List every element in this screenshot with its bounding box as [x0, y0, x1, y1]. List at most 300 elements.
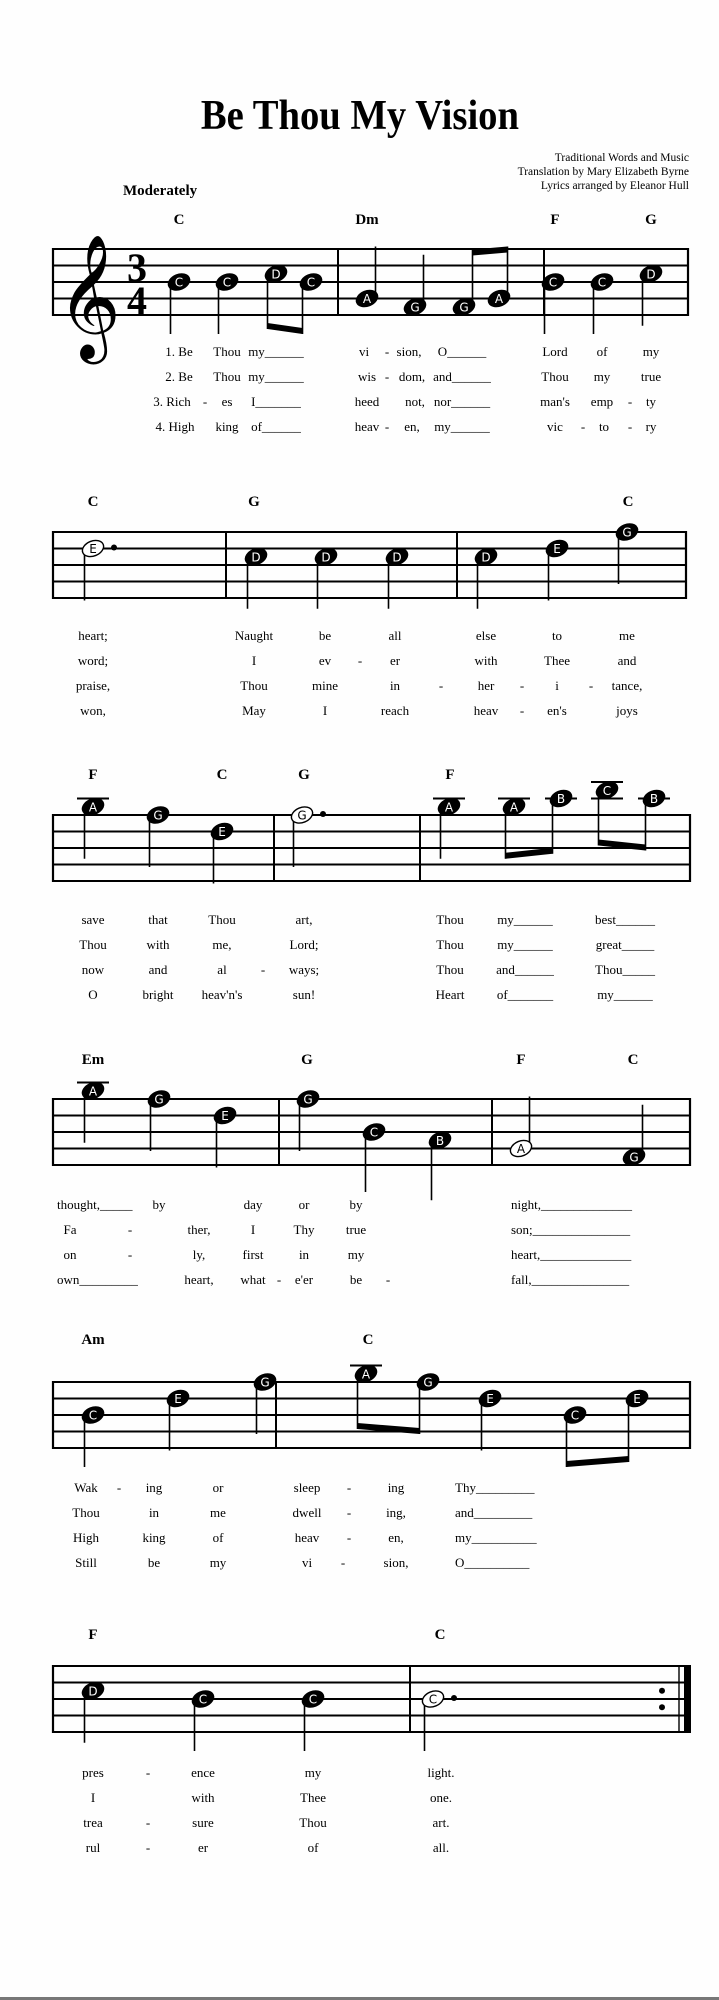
- lyric-syllable: ev: [318, 653, 332, 668]
- note-letter: C: [570, 1408, 580, 1423]
- lyric-syllable: -: [384, 344, 390, 359]
- note-letter: G: [410, 300, 420, 315]
- final-barline: [684, 1665, 691, 1733]
- lyric-syllable: night,______________: [511, 1197, 632, 1212]
- note-B: [545, 787, 577, 809]
- lyric-syllable: ways;: [288, 962, 320, 977]
- note-C: [589, 271, 615, 334]
- note-A: [354, 247, 380, 310]
- lyric-syllable: ry: [645, 419, 657, 434]
- lyric-syllable: great_____: [595, 937, 655, 952]
- lyric-syllable: and_________: [455, 1505, 533, 1520]
- lyric-syllable: Wak: [74, 1480, 98, 1495]
- note-letter: A: [509, 800, 519, 815]
- beam: [567, 1456, 629, 1467]
- note-letter: B: [435, 1133, 445, 1148]
- staff: [0, 1320, 719, 1580]
- note-letter: G: [629, 1150, 639, 1165]
- lyric-syllable: true: [345, 1222, 367, 1237]
- lyric-syllable: Thee: [544, 653, 570, 668]
- lyric-syllable: High: [73, 1530, 99, 1545]
- music-system: [0, 1040, 719, 1300]
- lyric-syllable: -: [116, 1480, 122, 1495]
- lyric-syllable: sun!: [292, 987, 316, 1002]
- note-D: [638, 263, 664, 326]
- lyric-syllable: my______: [248, 369, 304, 384]
- note-letter: E: [221, 1109, 229, 1123]
- lyric-syllable: ing: [145, 1480, 163, 1495]
- lyric-syllable: -: [346, 1505, 352, 1520]
- lyric-syllable: wis: [357, 369, 377, 384]
- lyric-syllable: -: [438, 678, 444, 693]
- note-letter: D: [481, 550, 491, 565]
- lyric-syllable: al: [217, 962, 227, 977]
- lyric-syllable: my: [304, 1765, 322, 1780]
- lyric-syllable: my__________: [455, 1530, 537, 1545]
- lyric-syllable: now: [81, 962, 105, 977]
- lyric-syllable: with: [474, 653, 498, 668]
- lyric-syllable: and______: [496, 962, 554, 977]
- beam: [506, 848, 553, 859]
- note-D: [243, 546, 269, 609]
- note-letter: A: [88, 1084, 98, 1099]
- music-system: [0, 200, 719, 460]
- lyric-syllable: i: [555, 678, 559, 693]
- chord-symbol: C: [216, 767, 228, 783]
- chord-symbol: G: [248, 494, 260, 510]
- lyric-syllable: 3. Rich: [153, 394, 191, 409]
- lyric-syllable: praise,: [75, 678, 111, 693]
- chord-symbol: Am: [81, 1332, 105, 1348]
- lyric-syllable: Still: [75, 1555, 97, 1570]
- lyric-syllable: 2. Be: [165, 369, 193, 384]
- lyric-syllable: to: [598, 419, 610, 434]
- note-E: [80, 537, 117, 600]
- lyric-syllable: me,: [212, 937, 232, 952]
- lyric-syllable: my: [642, 344, 660, 359]
- lyric-syllable: ing,: [386, 1505, 406, 1520]
- chord-symbol: G: [301, 1052, 313, 1068]
- lyric-syllable: -: [627, 394, 633, 409]
- note-C: [80, 1404, 106, 1467]
- note-C: [166, 271, 192, 334]
- lyric-syllable: O__________: [455, 1555, 530, 1570]
- lyric-syllable: my______: [597, 987, 653, 1002]
- lyric-syllable: -: [145, 1815, 151, 1830]
- lyric-syllable: Thy_________: [455, 1480, 535, 1495]
- lyric-syllable: -: [384, 369, 390, 384]
- note-C: [214, 271, 240, 334]
- dot: [451, 1695, 457, 1701]
- lyric-syllable: -: [357, 653, 363, 668]
- note-D: [80, 1680, 106, 1743]
- credit-line: Traditional Words and Music: [554, 152, 689, 164]
- lyric-syllable: word;: [77, 653, 109, 668]
- chord-symbol: Dm: [355, 212, 379, 228]
- lyric-syllable: -: [260, 962, 266, 977]
- lyric-syllable: art,: [295, 912, 313, 927]
- note-letter: A: [516, 1142, 526, 1156]
- note-A: [77, 1080, 109, 1143]
- note-G: [145, 804, 171, 867]
- credit-line: Translation by Mary Elizabeth Byrne: [517, 166, 689, 178]
- note-C: [420, 1688, 457, 1751]
- lyric-syllable: -: [519, 678, 525, 693]
- lyric-syllable: -: [519, 703, 525, 718]
- note-E: [165, 1387, 191, 1450]
- lyric-syllable: heart;: [78, 628, 108, 643]
- repeat-dot: [659, 1704, 665, 1710]
- lyric-syllable: or: [212, 1480, 224, 1495]
- note-C: [361, 1121, 387, 1192]
- note-letter: G: [459, 300, 469, 315]
- lyric-syllable: Thou: [436, 937, 464, 952]
- chord-symbol: C: [622, 494, 634, 510]
- lyric-syllable: of: [307, 1840, 319, 1855]
- lyric-syllable: be: [349, 1272, 363, 1287]
- lyric-syllable: and______: [433, 369, 491, 384]
- lyric-syllable: heav'n's: [201, 987, 243, 1002]
- lyric-syllable: not,: [405, 394, 425, 409]
- credits: [518, 151, 689, 193]
- music-system: [0, 482, 719, 742]
- chord-symbol: F: [550, 212, 560, 228]
- note-letter: C: [369, 1125, 379, 1140]
- lyric-syllable: one.: [429, 1790, 453, 1805]
- lyric-syllable: -: [127, 1247, 133, 1262]
- lyric-syllable: es: [221, 394, 233, 409]
- note-G: [621, 1105, 647, 1168]
- lyric-syllable: dom,: [398, 369, 426, 384]
- note-letter: C: [602, 783, 612, 798]
- lyric-syllable: e'er: [294, 1272, 314, 1287]
- lyric-syllable: I_______: [251, 394, 301, 409]
- lyric-syllable: Thou: [541, 369, 569, 384]
- lyric-syllable: sion,: [396, 344, 422, 359]
- lyric-syllable: rul: [85, 1840, 101, 1855]
- lyric-syllable: my: [347, 1247, 365, 1262]
- note-letter: C: [198, 1692, 208, 1707]
- music-system: [0, 1615, 719, 1875]
- lyric-syllable: O: [88, 987, 98, 1002]
- note-letter: D: [251, 550, 261, 565]
- lyric-syllable: Thou: [213, 369, 241, 384]
- lyric-syllable: en,: [404, 419, 420, 434]
- note-G: [295, 1088, 321, 1151]
- lyric-syllable: that: [148, 912, 168, 927]
- note-letter: E: [486, 1392, 494, 1406]
- note-G: [146, 1088, 172, 1151]
- treble-clef-icon: 𝄞: [57, 234, 121, 359]
- lyric-syllable: with: [191, 1790, 215, 1805]
- lyric-syllable: thought,_____: [57, 1197, 133, 1212]
- chord-symbol: C: [434, 1627, 446, 1643]
- note-letter: E: [174, 1392, 182, 1406]
- lyric-syllable: and: [617, 653, 637, 668]
- chord-symbol: G: [645, 212, 657, 228]
- lyric-syllable: -: [340, 1555, 346, 1570]
- note-letter: A: [362, 292, 372, 306]
- lyric-syllable: what: [240, 1272, 266, 1287]
- note-D: [313, 546, 339, 609]
- lyric-syllable: tance,: [611, 678, 643, 693]
- note-A: [77, 796, 109, 859]
- chord-symbol: G: [298, 767, 310, 783]
- dot: [111, 545, 117, 551]
- lyric-syllable: heav: [294, 1530, 320, 1545]
- note-letter: G: [154, 1092, 164, 1107]
- note-D: [384, 546, 410, 609]
- lyric-syllable: sure: [192, 1815, 214, 1830]
- lyric-syllable: man's: [540, 394, 570, 409]
- lyric-syllable: heav: [354, 419, 380, 434]
- lyric-syllable: ence: [191, 1765, 215, 1780]
- lyric-syllable: vi: [301, 1555, 313, 1570]
- lyric-syllable: dwell: [292, 1505, 322, 1520]
- lyric-syllable: er: [197, 1840, 209, 1855]
- note-letter: C: [428, 1692, 438, 1707]
- lyric-syllable: be: [318, 628, 332, 643]
- note-letter: D: [321, 550, 331, 565]
- note-letter: E: [89, 542, 97, 556]
- lyric-syllable: -: [276, 1272, 282, 1287]
- lyric-syllable: own_________: [57, 1272, 138, 1287]
- lyric-syllable: May: [242, 703, 266, 718]
- chord-symbol: C: [362, 1332, 374, 1348]
- lyric-syllable: Heart: [435, 987, 465, 1002]
- lyric-syllable: I: [251, 653, 257, 668]
- lyric-syllable: -: [202, 394, 208, 409]
- note-letter: D: [392, 550, 402, 565]
- note-A: [508, 1097, 534, 1160]
- note-letter: G: [423, 1375, 433, 1390]
- lyric-syllable: her: [477, 678, 495, 693]
- lyric-syllable: all: [388, 628, 402, 643]
- staff: [0, 482, 719, 742]
- lyric-syllable: my: [593, 369, 611, 384]
- note-letter: C: [222, 275, 232, 290]
- note-G: [252, 1371, 278, 1434]
- note-letter: C: [306, 275, 316, 290]
- lyric-syllable: Thee: [300, 1790, 326, 1805]
- dot: [320, 811, 326, 817]
- note-letter: A: [88, 800, 98, 815]
- note-C: [190, 1688, 216, 1751]
- lyric-syllable: Thou: [72, 1505, 100, 1520]
- lyric-syllable: Thy: [293, 1222, 315, 1237]
- lyric-syllable: won,: [80, 703, 106, 718]
- lyric-syllable: reach: [380, 703, 410, 718]
- lyric-syllable: heart,______________: [511, 1247, 632, 1262]
- lyric-syllable: en's: [547, 703, 567, 718]
- chord-symbol: F: [88, 767, 98, 783]
- lyric-syllable: and: [148, 962, 168, 977]
- repeat-dot: [659, 1688, 665, 1694]
- lyric-syllable: Lord: [542, 344, 568, 359]
- lyric-syllable: king: [215, 419, 239, 434]
- note-letter: E: [633, 1392, 641, 1406]
- lyric-syllable: Thou_____: [595, 962, 655, 977]
- music-system: [0, 755, 719, 1015]
- lyric-syllable: -: [384, 419, 390, 434]
- lyric-syllable: -: [580, 419, 586, 434]
- staff: [0, 1615, 719, 1875]
- lyric-syllable: of: [212, 1530, 224, 1545]
- lyric-syllable: ly,: [192, 1247, 206, 1262]
- note-letter: E: [553, 542, 561, 556]
- lyric-syllable: my______: [497, 937, 553, 952]
- lyric-syllable: or: [298, 1197, 310, 1212]
- note-letter: C: [548, 275, 558, 290]
- lyric-syllable: ty: [645, 394, 657, 409]
- note-letter: E: [218, 825, 226, 839]
- lyric-syllable: my______: [248, 344, 304, 359]
- lyric-syllable: my______: [434, 419, 490, 434]
- music-system: [0, 1320, 719, 1580]
- lyric-syllable: Thou: [208, 912, 236, 927]
- lyric-syllable: of______: [251, 419, 301, 434]
- note-letter: C: [597, 275, 607, 290]
- lyric-syllable: Thou: [436, 912, 464, 927]
- note-letter: C: [308, 1692, 318, 1707]
- lyric-syllable: heav: [473, 703, 499, 718]
- lyric-syllable: I: [322, 703, 328, 718]
- lyric-syllable: ther,: [187, 1222, 211, 1237]
- lyric-syllable: in: [298, 1247, 310, 1262]
- lyric-syllable: -: [127, 1222, 133, 1237]
- tempo-marking: Moderately: [123, 183, 198, 199]
- lyric-syllable: my: [209, 1555, 227, 1570]
- note-letter: B: [649, 792, 659, 806]
- lyric-syllable: Thou: [436, 962, 464, 977]
- lyric-syllable: light.: [427, 1765, 455, 1780]
- lyric-syllable: sion,: [383, 1555, 409, 1570]
- note-E: [209, 820, 235, 883]
- note-letter: D: [646, 267, 656, 282]
- lyric-syllable: 4. High: [155, 419, 195, 434]
- note-A: [433, 796, 465, 859]
- note-letter: C: [88, 1408, 98, 1423]
- chord-symbol: F: [445, 767, 455, 783]
- lyric-syllable: trea: [83, 1815, 103, 1830]
- lyric-syllable: all.: [432, 1840, 450, 1855]
- lyric-syllable: pres: [82, 1765, 104, 1780]
- lyric-syllable: of: [596, 344, 608, 359]
- lyric-syllable: with: [146, 937, 170, 952]
- chord-symbol: C: [173, 212, 185, 228]
- note-G: [402, 255, 428, 318]
- lyric-syllable: my______: [497, 912, 553, 927]
- beam: [268, 323, 303, 334]
- lyric-syllable: by: [349, 1197, 363, 1212]
- chord-symbol: F: [88, 1627, 98, 1643]
- lyric-syllable: bright: [142, 987, 174, 1002]
- lyric-syllable: best______: [595, 912, 655, 927]
- lyric-syllable: sleep: [293, 1480, 321, 1495]
- lyric-syllable: -: [346, 1530, 352, 1545]
- lyric-syllable: en,: [388, 1530, 404, 1545]
- note-E: [477, 1387, 503, 1450]
- lyric-syllable: ing: [387, 1480, 405, 1495]
- note-letter: A: [361, 1367, 371, 1382]
- lyric-syllable: day: [243, 1197, 263, 1212]
- lyric-syllable: vic: [547, 419, 563, 434]
- lyric-syllable: else: [475, 628, 497, 643]
- lyric-syllable: Lord;: [289, 937, 319, 952]
- chord-symbol: F: [516, 1052, 526, 1068]
- lyric-syllable: -: [145, 1765, 151, 1780]
- lyric-syllable: son;_______________: [511, 1222, 631, 1237]
- lyric-syllable: Thou: [299, 1815, 327, 1830]
- lyric-syllable: nor______: [433, 394, 491, 409]
- note-letter: A: [494, 292, 504, 306]
- lyric-syllable: Naught: [234, 628, 274, 643]
- lyric-syllable: vi: [358, 344, 370, 359]
- lyric-syllable: me: [619, 628, 635, 643]
- note-letter: B: [556, 792, 566, 806]
- lyric-syllable: save: [81, 912, 105, 927]
- chord-symbol: C: [87, 494, 99, 510]
- lyric-syllable: -: [588, 678, 594, 693]
- lyric-syllable: by: [152, 1197, 166, 1212]
- note-letter: C: [174, 275, 184, 290]
- note-letter: G: [303, 1092, 313, 1107]
- lyric-syllable: -: [385, 1272, 391, 1287]
- lyric-syllable: in: [148, 1505, 160, 1520]
- lyric-syllable: Thou: [213, 344, 241, 359]
- note-letter: D: [271, 267, 281, 282]
- note-B: [638, 787, 670, 809]
- lyric-syllable: er: [389, 653, 401, 668]
- lyric-syllable: in: [389, 678, 401, 693]
- lyric-syllable: be: [147, 1555, 161, 1570]
- lyric-syllable: art.: [432, 1815, 450, 1830]
- lyric-syllable: -: [346, 1480, 352, 1495]
- note-G: [614, 521, 640, 584]
- lyric-syllable: true: [640, 369, 662, 384]
- note-C: [540, 271, 566, 334]
- lyric-syllable: king: [142, 1530, 166, 1545]
- lyric-syllable: -: [627, 419, 633, 434]
- lyric-syllable: me: [210, 1505, 226, 1520]
- lyric-syllable: heed: [354, 394, 380, 409]
- lyric-syllable: first: [242, 1247, 264, 1262]
- lyric-syllable: emp: [590, 394, 614, 409]
- note-letter: G: [153, 808, 163, 823]
- lyric-syllable: Thou: [240, 678, 268, 693]
- note-E: [212, 1104, 238, 1167]
- note-D: [473, 546, 499, 609]
- note-letter: D: [88, 1684, 98, 1699]
- lyric-syllable: I: [90, 1790, 96, 1805]
- lyric-syllable: Thou: [79, 937, 107, 952]
- note-letter: G: [260, 1375, 270, 1390]
- beam: [473, 247, 508, 256]
- lyric-syllable: fall,_______________: [511, 1272, 630, 1287]
- song-title: Be Thou My Vision: [200, 93, 519, 139]
- lyric-syllable: of_______: [496, 987, 554, 1002]
- lyric-syllable: -: [145, 1840, 151, 1855]
- note-E: [544, 537, 570, 600]
- lyric-syllable: mine: [312, 678, 338, 693]
- lyric-syllable: joys: [616, 703, 638, 718]
- chord-symbol: Em: [81, 1052, 105, 1068]
- note-C: [300, 1688, 326, 1751]
- lyric-syllable: O______: [437, 344, 487, 359]
- lyric-syllable: Fa: [63, 1222, 77, 1237]
- note-C: [591, 779, 623, 801]
- note-letter: G: [622, 525, 632, 540]
